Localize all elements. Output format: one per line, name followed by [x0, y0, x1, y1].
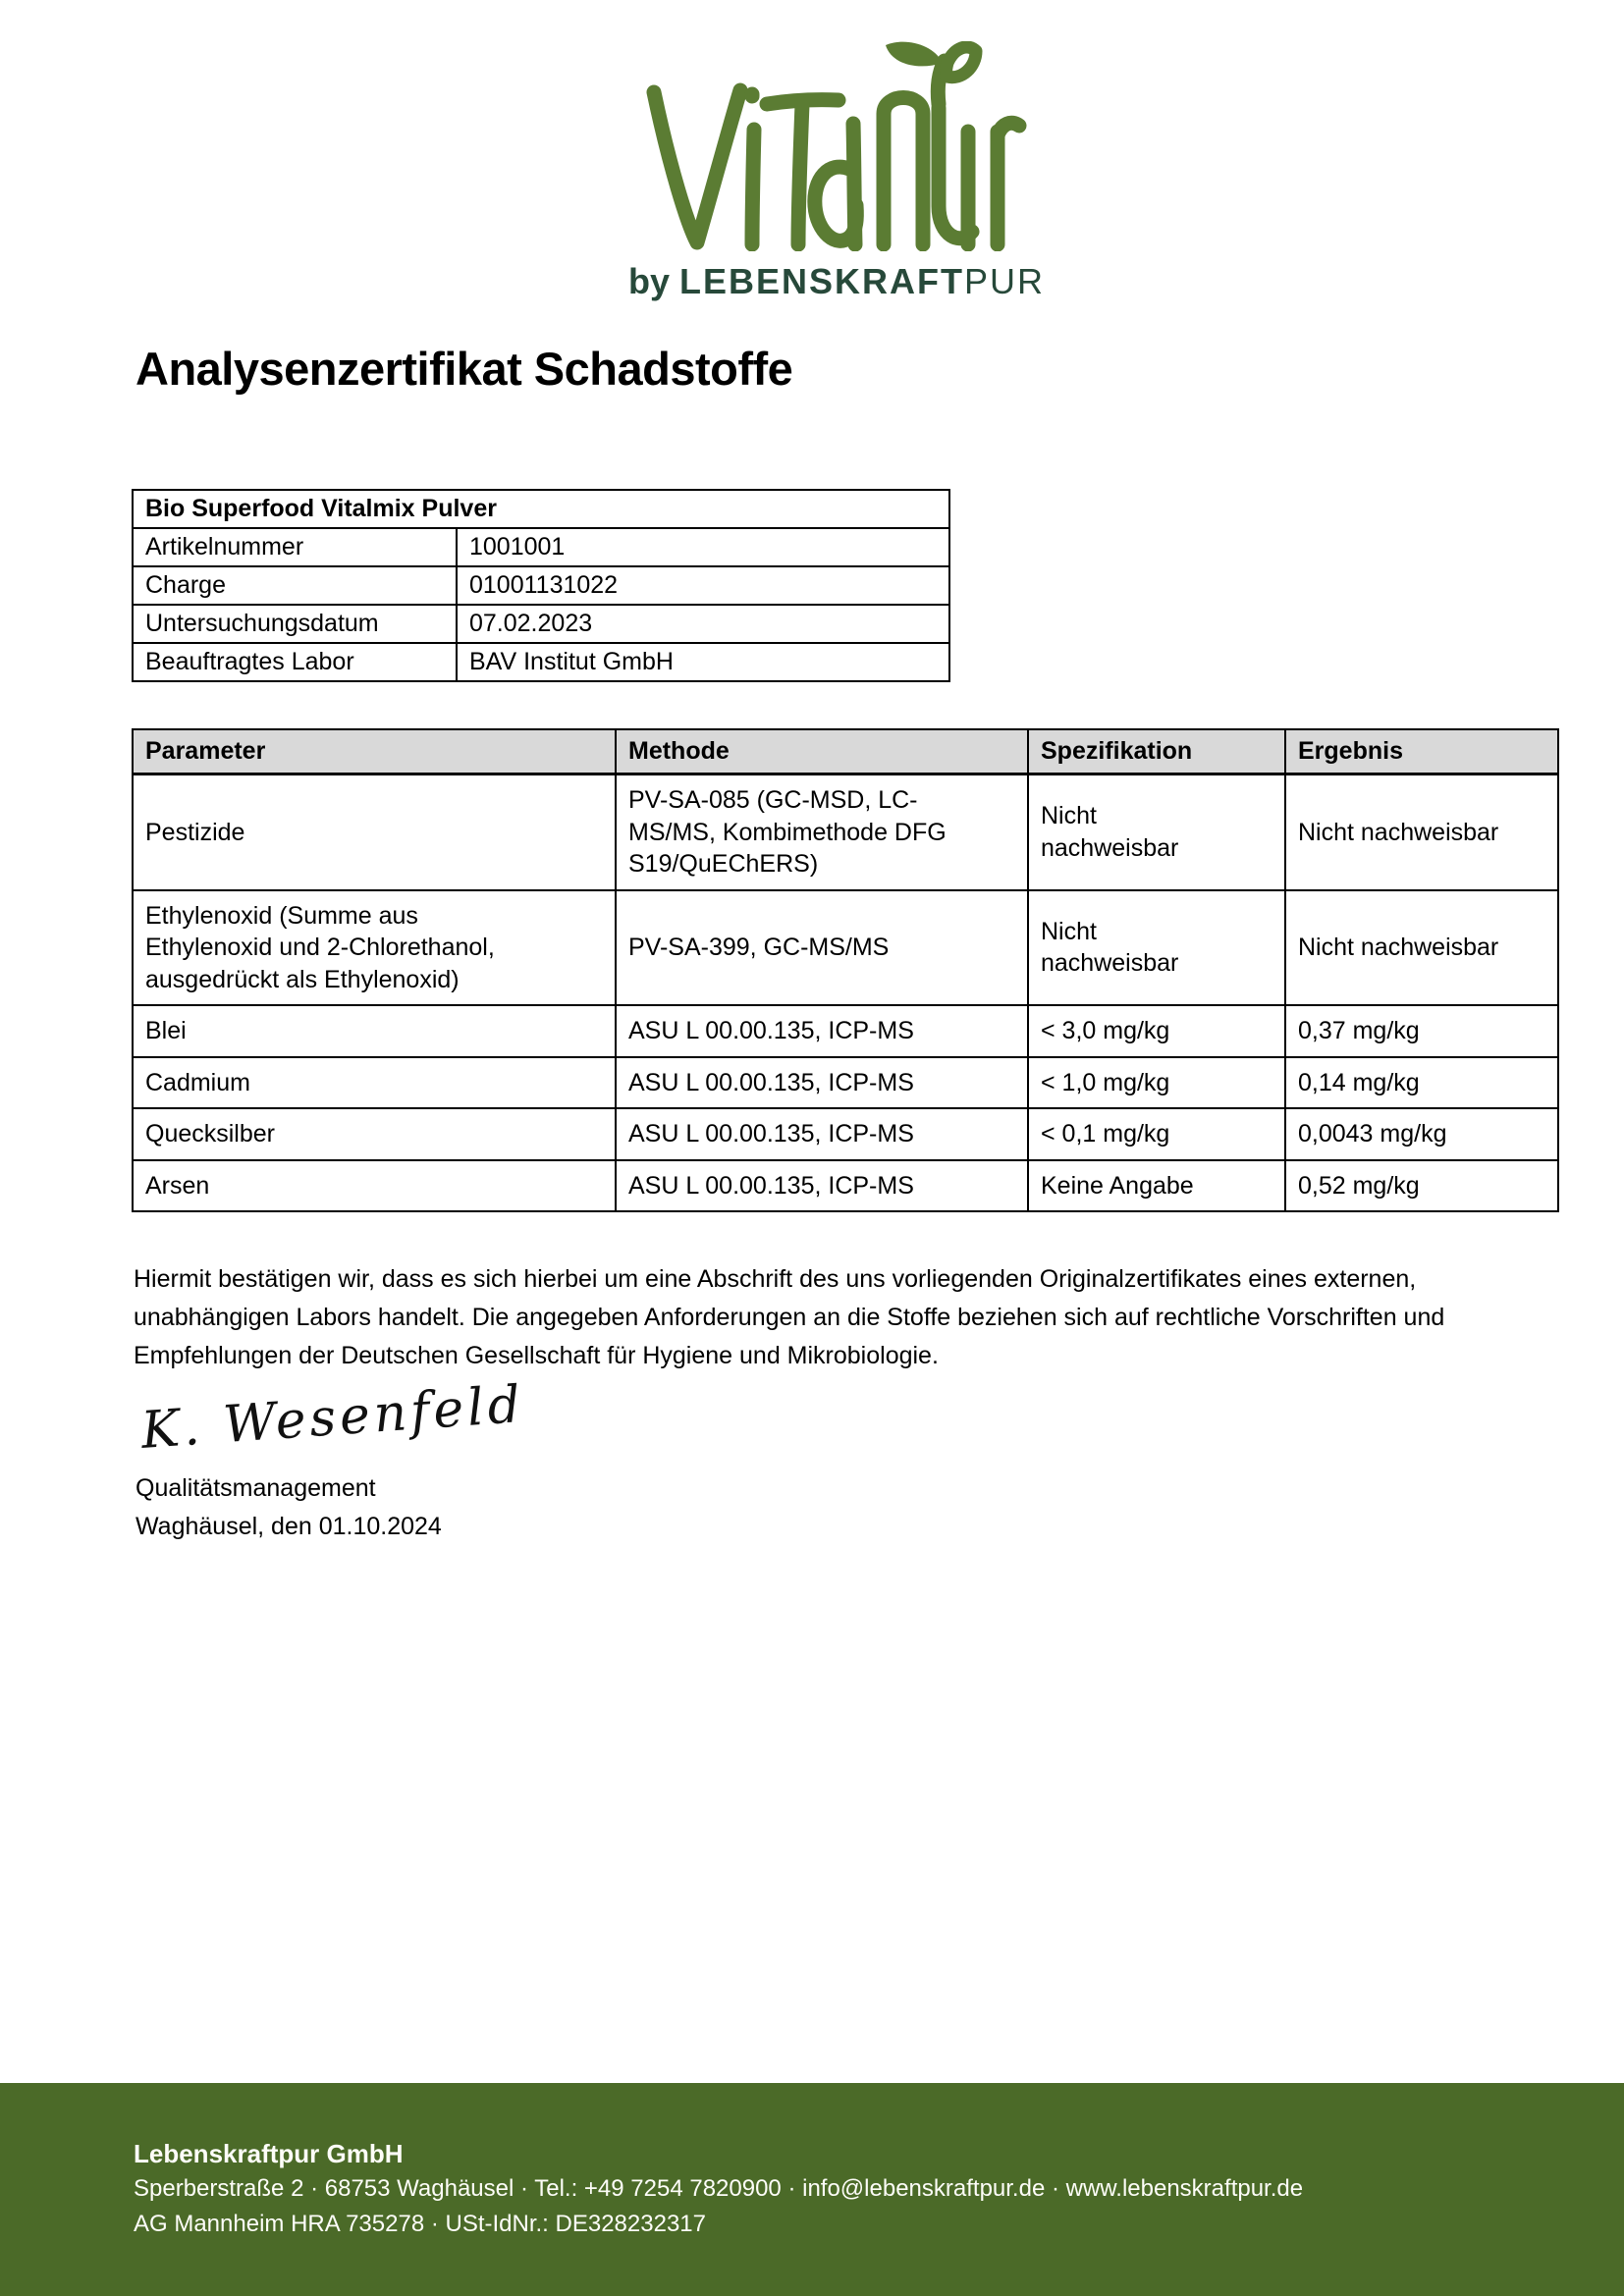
row-value: BAV Institut GmbH — [457, 643, 949, 681]
cell-parameter: Quecksilber — [133, 1108, 616, 1160]
table-row — [133, 605, 949, 643]
cell-spezifikation: < 0,1 mg/kg — [1028, 1108, 1285, 1160]
table-row — [133, 890, 1558, 1006]
byline-prefix: by — [628, 261, 671, 301]
company-footer — [0, 2083, 1624, 2296]
row-label: Artikelnummer — [133, 528, 457, 566]
results-table — [132, 728, 1559, 1212]
cell-ergebnis: Nicht nachweisbar — [1285, 890, 1558, 1006]
row-value: 01001131022 — [457, 566, 949, 605]
cell-parameter: Cadmium — [133, 1057, 616, 1109]
signature-place-date: Waghäusel, den 01.10.2024 — [135, 1513, 442, 1540]
column-header: Parameter — [133, 729, 616, 774]
cell-ergebnis: Nicht nachweisbar — [1285, 774, 1558, 890]
cell-methode: ASU L 00.00.135, ICP-MS — [616, 1160, 1028, 1212]
byline-brand-bold: LEBENSKRAFT — [679, 261, 965, 301]
page-title: Analysenzertifikat Schadstoffe — [135, 343, 793, 395]
row-value: 1001001 — [457, 528, 949, 566]
cell-spezifikation: Keine Angabe — [1028, 1160, 1285, 1212]
cell-ergebnis: 0,52 mg/kg — [1285, 1160, 1558, 1212]
cell-methode: PV-SA-399, GC-MS/MS — [616, 890, 1028, 1006]
confirmation-statement: Hiermit bestätigen wir, dass es sich hierbei um eine Abschrift des uns vorliegenden Originalzertifikates eines externen, unabhängigen Labors handelt. Die angegeben Anforderungen an die Stoffe beziehen sich auf rechtliche Vorschriften und Empfehlungen der Deutschen Gesellschaft für Hygiene und Mikrobiologie. — [134, 1265, 1445, 1369]
table-row — [133, 1160, 1558, 1212]
cell-parameter: Arsen — [133, 1160, 616, 1212]
cell-methode: ASU L 00.00.135, ICP-MS — [616, 1108, 1028, 1160]
column-header: Methode — [616, 729, 1028, 774]
footer-company-name: Lebenskraftpur GmbH — [134, 2139, 404, 2168]
cell-spezifikation: Nicht nachweisbar — [1028, 774, 1285, 890]
cell-methode: ASU L 00.00.135, ICP-MS — [616, 1005, 1028, 1057]
row-label: Beauftragtes Labor — [133, 643, 457, 681]
cell-ergebnis: 0,0043 mg/kg — [1285, 1108, 1558, 1160]
cell-spezifikation: < 1,0 mg/kg — [1028, 1057, 1285, 1109]
table-row — [133, 643, 949, 681]
footer-registry-line: AG Mannheim HRA 735278 · USt-IdNr.: DE328232317 — [134, 2211, 706, 2237]
cell-methode: PV-SA-085 (GC-MSD, LC-MS/MS, Kombimethode DFG S19/QuEChERS) — [616, 774, 1028, 890]
table-row — [133, 528, 949, 566]
cell-parameter: Blei — [133, 1005, 616, 1057]
cell-ergebnis: 0,14 mg/kg — [1285, 1057, 1558, 1109]
table-row — [133, 1005, 1558, 1057]
table-row — [133, 490, 949, 528]
column-header: Ergebnis — [1285, 729, 1558, 774]
cell-ergebnis: 0,37 mg/kg — [1285, 1005, 1558, 1057]
table-row — [133, 774, 1558, 890]
logo-byline — [628, 261, 1046, 302]
table-row — [133, 1108, 1558, 1160]
cell-spezifikation: < 3,0 mg/kg — [1028, 1005, 1285, 1057]
signature-handwriting: K. Wesenfeld — [138, 1374, 526, 1461]
footer-address-line: Sperberstraße 2 · 68753 Waghäusel · Tel.: +49 7254 7820900 · info@lebenskraftpur.de · www.lebenskraftpur.de — [134, 2175, 1304, 2202]
signature-role: Qualitätsmanagement — [135, 1474, 376, 1502]
cell-parameter: Pestizide — [133, 774, 616, 890]
table-row — [133, 1057, 1558, 1109]
table-row — [133, 566, 949, 605]
product-info-table — [132, 489, 950, 682]
byline-brand-light: PUR — [964, 261, 1046, 301]
cell-parameter: Ethylenoxid (Summe aus Ethylenoxid und 2-Chlorethanol, ausgedrückt als Ethylenoxid) — [133, 890, 616, 1006]
cell-methode: ASU L 00.00.135, ICP-MS — [616, 1057, 1028, 1109]
row-label: Untersuchungsdatum — [133, 605, 457, 643]
row-label: Charge — [133, 566, 457, 605]
vitanur-wordmark-icon — [642, 41, 1027, 251]
product-name: Bio Superfood Vitalmix Pulver — [133, 490, 949, 528]
table-header-row — [133, 729, 1558, 774]
cell-spezifikation: Nicht nachweisbar — [1028, 890, 1285, 1006]
column-header: Spezifikation — [1028, 729, 1285, 774]
row-value: 07.02.2023 — [457, 605, 949, 643]
